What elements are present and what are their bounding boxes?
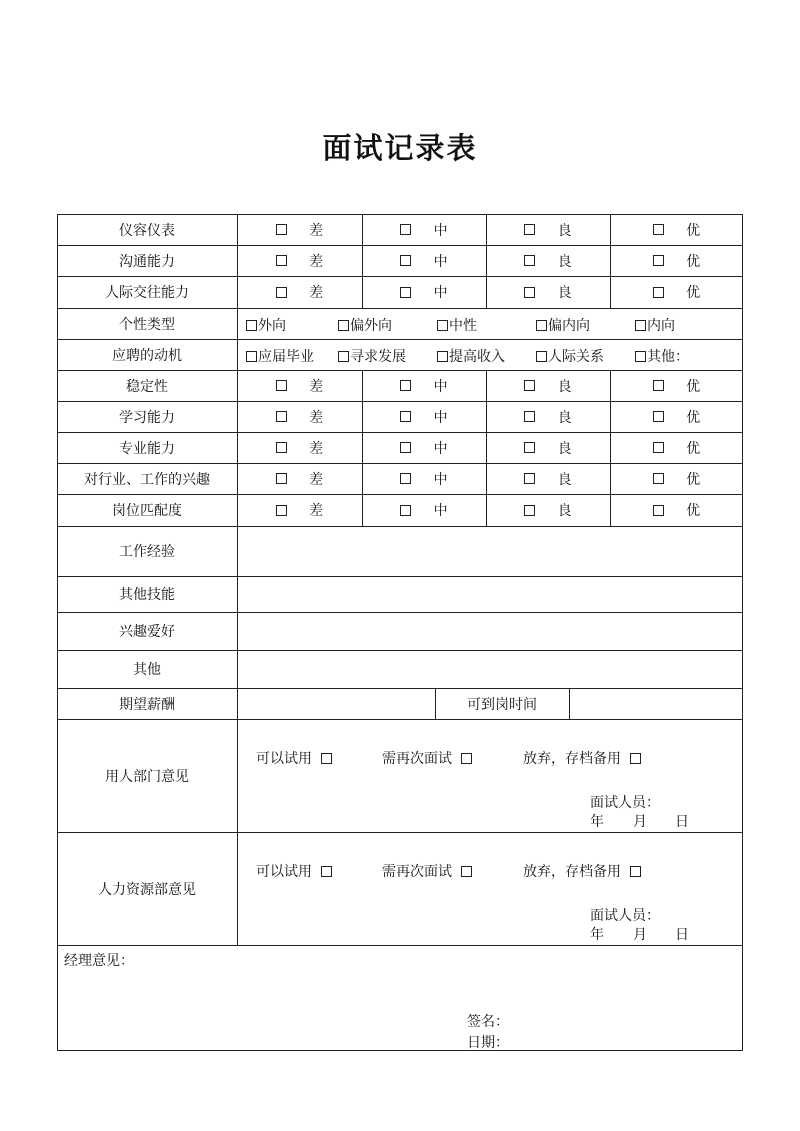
checkbox[interactable]: [461, 753, 472, 764]
checkbox[interactable]: [321, 753, 332, 764]
row-label-hr-opinion: 人力资源部意见: [98, 881, 196, 898]
checkbox[interactable]: [276, 442, 287, 453]
hr-interviewer-label: 面试人员：: [590, 908, 660, 924]
personality-option[interactable]: 内向: [635, 315, 675, 335]
checkbox[interactable]: [653, 224, 664, 235]
hr-opinion-archive[interactable]: 放弃，存档备用: [523, 861, 642, 881]
hr-date-year: 年: [590, 927, 604, 943]
dept-opinion-archive[interactable]: 放弃，存档备用: [523, 748, 642, 768]
checkbox[interactable]: [536, 351, 547, 362]
row-label-learning: 学习能力: [119, 409, 175, 426]
row-label-interest-industry: 对行业、工作的兴趣: [84, 471, 210, 488]
dept-date-month: 月: [633, 814, 647, 830]
checkbox[interactable]: [276, 473, 287, 484]
checkbox[interactable]: [653, 255, 664, 266]
rating-option[interactable]: 中: [362, 370, 486, 401]
motivation-option[interactable]: 应届毕业: [246, 346, 314, 366]
checkbox[interactable]: [400, 255, 411, 266]
checkbox[interactable]: [524, 287, 535, 298]
checkbox[interactable]: [635, 351, 646, 362]
checkbox[interactable]: [653, 442, 664, 453]
checkbox[interactable]: [437, 351, 448, 362]
rating-option[interactable]: 中: [362, 494, 486, 526]
checkbox[interactable]: [524, 224, 535, 235]
rating-option[interactable]: 差: [237, 494, 362, 526]
date-label: 日期：: [467, 1035, 509, 1051]
checkbox[interactable]: [400, 224, 411, 235]
motivation-option[interactable]: 人际关系: [536, 346, 604, 366]
rating-option[interactable]: 优: [610, 245, 743, 276]
checkbox[interactable]: [524, 442, 535, 453]
rating-option[interactable]: 良: [486, 245, 610, 276]
checkbox[interactable]: [461, 866, 472, 877]
dept-date-day: 日: [675, 814, 689, 830]
rating-option[interactable]: 差: [237, 370, 362, 401]
checkbox[interactable]: [338, 351, 349, 362]
rating-option[interactable]: 优: [610, 494, 743, 526]
hr-date-day: 日: [675, 927, 689, 943]
row-label-professional: 专业能力: [119, 440, 175, 457]
row-label-stability: 稳定性: [126, 378, 168, 395]
checkbox[interactable]: [653, 287, 664, 298]
row-label-interpersonal: 人际交往能力: [105, 285, 189, 301]
rating-option[interactable]: 差: [237, 214, 362, 245]
rating-option[interactable]: 良: [486, 370, 610, 401]
rating-option[interactable]: 中: [362, 245, 486, 276]
rating-option[interactable]: 良: [486, 401, 610, 432]
rating-option[interactable]: 差: [237, 432, 362, 463]
row-label-expected-salary: 期望薪酬: [119, 696, 175, 713]
checkbox[interactable]: [276, 224, 287, 235]
checkbox[interactable]: [276, 255, 287, 266]
row-label-work-experience: 工作经验: [119, 544, 175, 560]
row-label-motivation: 应聘的动机: [112, 347, 182, 364]
rating-option[interactable]: 优: [610, 370, 743, 401]
checkbox[interactable]: [653, 380, 664, 391]
rating-option[interactable]: 良: [486, 494, 610, 526]
personality-option[interactable]: 偏外向: [338, 315, 392, 335]
personality-option[interactable]: 外向: [246, 315, 286, 335]
rating-option[interactable]: 良: [486, 276, 610, 308]
row-label-other: 其他: [133, 662, 161, 678]
rating-option[interactable]: 差: [237, 401, 362, 432]
checkbox[interactable]: [653, 411, 664, 422]
checkbox[interactable]: [524, 380, 535, 391]
checkbox[interactable]: [635, 320, 646, 331]
dept-date-year: 年: [590, 814, 604, 830]
rating-option[interactable]: 良: [486, 432, 610, 463]
rating-option[interactable]: 中: [362, 463, 486, 494]
row-label-dept-opinion: 用人部门意见: [105, 768, 189, 785]
dept-interviewer-label: 面试人员：: [590, 795, 660, 811]
checkbox[interactable]: [338, 320, 349, 331]
checkbox[interactable]: [437, 320, 448, 331]
row-label-hobbies: 兴趣爱好: [119, 624, 175, 640]
rating-option[interactable]: 差: [237, 463, 362, 494]
rating-option[interactable]: 优: [610, 401, 743, 432]
row-label-other-skills: 其他技能: [119, 587, 175, 603]
checkbox[interactable]: [653, 505, 664, 516]
dept-opinion-reinterview[interactable]: 需再次面试: [382, 748, 473, 768]
page-title: 面试记录表: [322, 131, 478, 165]
rating-option[interactable]: 差: [237, 245, 362, 276]
rating-option[interactable]: 良: [486, 214, 610, 245]
checkbox[interactable]: [524, 505, 535, 516]
checkbox[interactable]: [400, 287, 411, 298]
available-time-label: 可到岗时间: [467, 696, 537, 713]
personality-option[interactable]: 中性: [437, 315, 477, 335]
checkbox[interactable]: [246, 320, 257, 331]
checkbox[interactable]: [524, 255, 535, 266]
rating-option[interactable]: 中: [362, 276, 486, 308]
checkbox[interactable]: [400, 505, 411, 516]
hr-date-month: 月: [633, 927, 647, 943]
rating-option[interactable]: 优: [610, 214, 743, 245]
checkbox[interactable]: [630, 753, 641, 764]
manager-opinion-label: 经理意见：: [64, 953, 134, 969]
personality-option[interactable]: 偏内向: [536, 315, 590, 335]
motivation-option[interactable]: 其他：: [635, 346, 689, 366]
motivation-option[interactable]: 寻求发展: [338, 346, 406, 366]
rating-option[interactable]: 优: [610, 432, 743, 463]
checkbox[interactable]: [630, 866, 641, 877]
checkbox[interactable]: [653, 473, 664, 484]
rating-option[interactable]: 差: [237, 276, 362, 308]
checkbox[interactable]: [524, 473, 535, 484]
checkbox[interactable]: [246, 351, 257, 362]
checkbox[interactable]: [400, 411, 411, 422]
hr-opinion-reinterview[interactable]: 需再次面试: [382, 861, 473, 881]
checkbox[interactable]: [400, 473, 411, 484]
checkbox[interactable]: [536, 320, 547, 331]
rating-option[interactable]: 优: [610, 463, 743, 494]
row-label-communication: 沟通能力: [119, 253, 175, 270]
dept-opinion-trial[interactable]: 可以试用: [256, 748, 333, 768]
rating-option[interactable]: 中: [362, 401, 486, 432]
hr-opinion-trial[interactable]: 可以试用: [256, 861, 333, 881]
checkbox[interactable]: [321, 866, 332, 877]
checkbox[interactable]: [276, 505, 287, 516]
checkbox[interactable]: [400, 380, 411, 391]
rating-option[interactable]: 良: [486, 463, 610, 494]
rating-option[interactable]: 中: [362, 432, 486, 463]
rating-option[interactable]: 优: [610, 276, 743, 308]
checkbox[interactable]: [400, 442, 411, 453]
row-label-job-fit: 岗位匹配度: [112, 503, 182, 519]
checkbox[interactable]: [276, 287, 287, 298]
checkbox[interactable]: [276, 411, 287, 422]
row-label-personality: 个性类型: [119, 316, 175, 333]
rating-option[interactable]: 中: [362, 214, 486, 245]
checkbox[interactable]: [276, 380, 287, 391]
motivation-option[interactable]: 提高收入: [437, 346, 505, 366]
sign-label: 签名：: [467, 1014, 509, 1030]
row-label-appearance: 仪容仪表: [119, 222, 175, 239]
checkbox[interactable]: [524, 411, 535, 422]
